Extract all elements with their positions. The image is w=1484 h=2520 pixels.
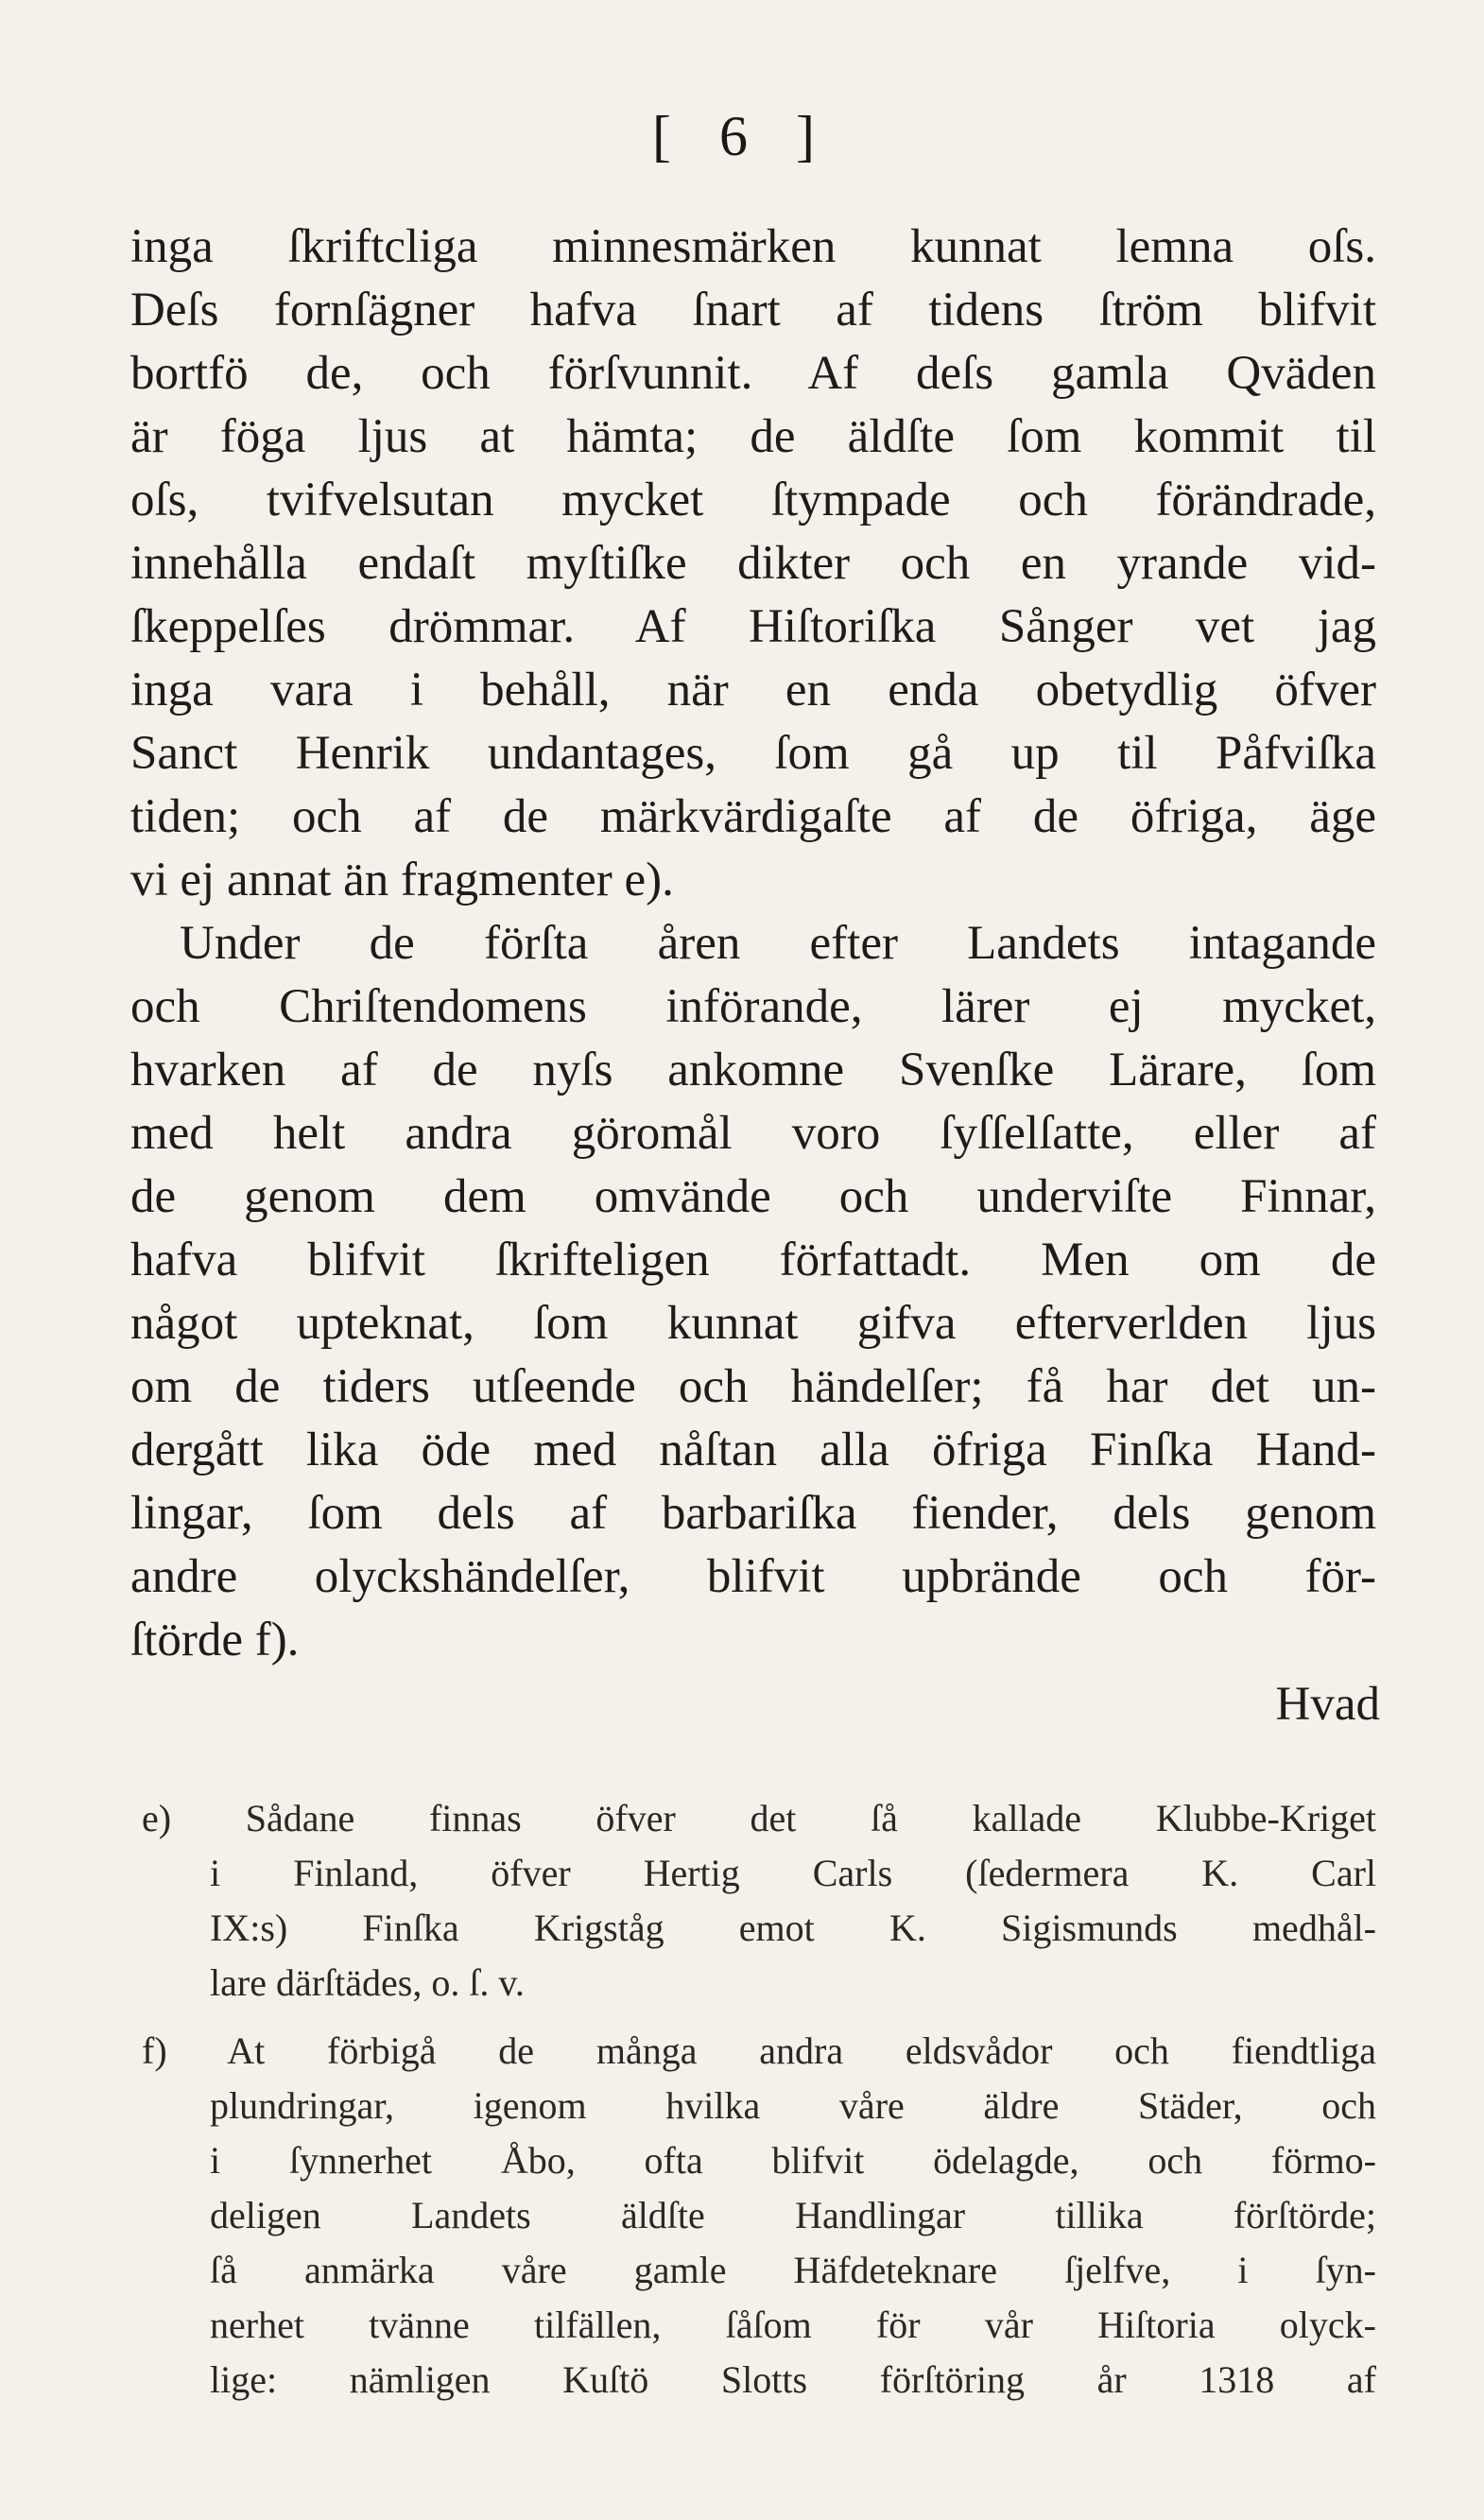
- text-line: hvarken af de nyſs ankomne Svenſke Lärare, ſom: [130, 1044, 1376, 1096]
- text-line: inga vara i behåll, när en enda obetydlig öfver: [130, 664, 1376, 716]
- footnote-gap: [142, 2011, 1376, 2024]
- text-line: dergått lika öde med nåſtan alla öfriga Finſka Hand-: [130, 1424, 1376, 1476]
- footnote-f: [142, 2024, 1376, 2408]
- text-line: om de tiders utſeende och händelſer; få har det un-: [130, 1360, 1376, 1413]
- footnote-line: nerhet tvänne tilfällen, ſåſom för vår Hiſtoria olyck-: [210, 2304, 1376, 2346]
- text-line: lingar, ſom dels af barbariſka fiender, dels genom: [130, 1487, 1376, 1540]
- footnote-line: lige: nämligen Kuſtö Slotts förſtöring år 1318 af: [210, 2358, 1376, 2401]
- footnote-e: [142, 1791, 1376, 2011]
- text-line: bortfö de, och förſvunnit. Af deſs gamla Qväden: [130, 347, 1376, 400]
- footnote-line: plundringar, igenom hvilka våre äldre Städer, och: [210, 2084, 1376, 2127]
- text-line: ſtörde f).: [130, 1614, 300, 1666]
- footnote-line: e) Sådane finnas öfver det ſå kallade Klubbe-Kriget: [142, 1797, 1376, 1839]
- text-line: med helt andra göromål voro ſyſſelſatte, eller af: [130, 1107, 1376, 1160]
- footnotes: [142, 1791, 1376, 2408]
- footnote-line: i Finland, öfver Hertig Carls (ſedermera K. Carl: [210, 1852, 1376, 1894]
- text-line: innehålla endaſt myſtiſke dikter och en yrande vid-: [130, 537, 1376, 590]
- text-line: Under de förſta åren efter Landets intagande: [180, 917, 1376, 970]
- text-line: oſs, tvifvelsutan mycket ſtympade och förändrade,: [130, 474, 1376, 526]
- footnote-line: i ſynnerhet Åbo, ofta blifvit ödelagde, och förmo-: [210, 2139, 1376, 2182]
- text-line: vi ej annat än fragmenter e).: [130, 854, 674, 906]
- footnote-line: deligen Landets äldſte Handlingar tillika förſtörde;: [210, 2194, 1376, 2236]
- text-line: andre olyckshändelſer, blifvit upbrände och för-: [130, 1550, 1376, 1603]
- text-line: ſkeppelſes drömmar. Af Hiſtoriſka Sånger vet jag: [130, 600, 1376, 653]
- catchword: Hvad: [1275, 1678, 1380, 1731]
- text-line: de genom dem omvände och underviſte Finnar,: [130, 1170, 1376, 1223]
- footnote-line: f) At förbigå de många andra eldsvådor och fiendtliga: [142, 2029, 1376, 2072]
- footnote-line: IX:s) Finſka Krigståg emot K. Sigismunds medhål-: [210, 1907, 1376, 1949]
- text-line: är föga ljus at hämta; de äldſte ſom kommit til: [130, 410, 1376, 463]
- footnote-line: lare därſtädes, o. ſ. v.: [210, 1961, 525, 2004]
- text-line: inga ſkriftcliga minnesmärken kunnat lemna oſs.: [130, 220, 1376, 273]
- main-text: [130, 216, 1376, 1672]
- footnote-line: ſå anmärka våre gamle Häfdeteknare ſjelfve, i ſyn-: [210, 2249, 1376, 2291]
- page-number: [ 6 ]: [652, 105, 832, 167]
- text-line: Sanct Henrik undantages, ſom gå up til Påfviſka: [130, 727, 1376, 780]
- text-line: något upteknat, ſom kunnat gifva efterverlden ljus: [130, 1297, 1376, 1350]
- text-line: Deſs fornſägner hafva ſnart af tidens ſtröm blifvit: [130, 284, 1376, 337]
- text-line: och Chriſtendomens införande, lärer ej mycket,: [130, 980, 1376, 1033]
- text-line: hafva blifvit ſkrifteligen författadt. Men om de: [130, 1234, 1376, 1286]
- text-line: tiden; och af de märkvärdigaſte af de öfriga, äge: [130, 790, 1376, 843]
